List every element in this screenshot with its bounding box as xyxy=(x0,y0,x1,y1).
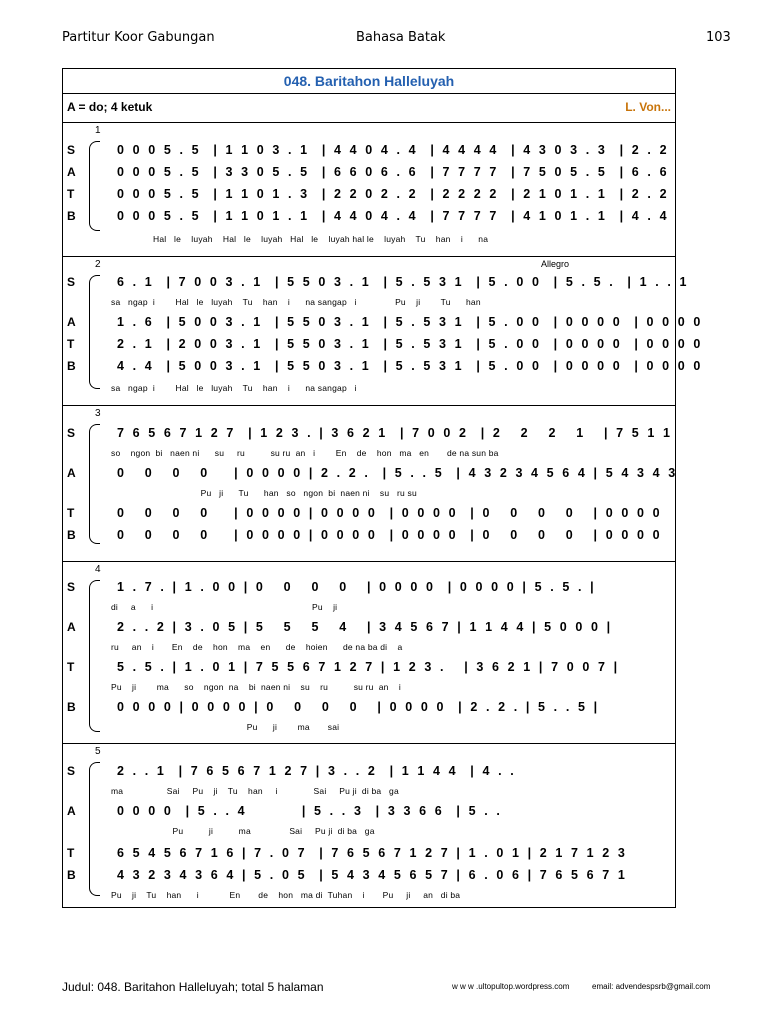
notation-soprano: 1 . 7 . | 1 . 0 0 | 0 0 0 0 | 0 0 0 0 | 0 0 0 0 | 5 . 5 . | xyxy=(117,580,597,594)
voice-label: T xyxy=(67,846,75,860)
header-center: Bahasa Batak xyxy=(356,30,446,45)
notation-soprano: 6 . 1 | 7 0 0 3 . 1 | 5 5 0 3 . 1 | 5 . 5 3 1 | 5 . 0 0 | 5 . 5 . | 1 . . 1 xyxy=(117,275,690,289)
notation-tenor: 0 0 0 0 | 0 0 0 0 | 0 0 0 0 | 0 0 0 0 | 0 0 0 0 | 0 0 0 0 xyxy=(117,506,663,520)
lyric-line: Hal le luyah Hal le luyah Hal le luyah hal le luyah Tu han i na xyxy=(153,234,489,244)
lyric-line: sa ngap i Hal le luyah Tu han i na sangap i Pu ji Tu han xyxy=(111,297,481,307)
notation-bass: 4 3 2 3 4 3 6 4 | 5 . 0 5 | 5 4 3 4 5 6 5 7 | 6 . 0 6 | 7 6 5 6 7 1 xyxy=(117,868,628,882)
lyric-line: di a i Pu ji xyxy=(111,602,338,612)
lyric-line: ma Sai Pu ji Tu han i Sai Pu ji di ba ga xyxy=(111,786,399,796)
voice-label: S xyxy=(67,426,76,440)
system-number: 2 xyxy=(95,259,101,270)
lyric-line: Pu ji Tu han so ngon bi naen ni su ru su xyxy=(111,488,417,498)
notation-soprano: 2 . . 1 | 7 6 5 6 7 1 2 7 | 3 . . 2 | 1 1 4 4 | 4 . . xyxy=(117,764,517,778)
notation-alto: 0 0 0 5 . 5 | 3 3 0 5 . 5 | 6 6 0 6 . 6 | 7 7 7 7 | 7 5 0 5 . 5 | 6 . 6 xyxy=(117,165,670,179)
voice-label: T xyxy=(67,660,75,674)
notation-bass: 0 0 0 5 . 5 | 1 1 0 1 . 1 | 4 4 0 4 . 4 | 7 7 7 7 | 4 1 0 1 . 1 | 4 . 4 xyxy=(117,209,670,223)
voice-label: T xyxy=(67,506,75,520)
key-signature: A = do; 4 ketuk xyxy=(67,100,153,114)
lyric-line: Pu ji ma so ngon na bi naen ni su ru su ru an i xyxy=(111,682,401,692)
notation-bass: 0 0 0 0 | 0 0 0 0 | 0 0 0 0 | 0 0 0 0 | 2 . 2 . | 5 . . 5 | xyxy=(117,700,600,714)
composer: L. Von... xyxy=(625,100,671,114)
voice-label: S xyxy=(67,143,76,157)
notation-alto: 0 0 0 0 | 5 . . 4 | 5 . . 3 | 3 3 6 6 | 5 . . xyxy=(117,804,503,818)
notation-tenor: 6 5 4 5 6 7 1 6 | 7 . 0 7 | 7 6 5 6 7 1 2 7 | 1 . 0 1 | 2 1 7 1 2 3 xyxy=(117,846,628,860)
voice-label: S xyxy=(67,580,76,594)
voice-label: A xyxy=(67,620,76,634)
footer-email: email: advendespsrb@gmail.com xyxy=(592,982,711,991)
system-number: 1 xyxy=(95,125,101,136)
lyric-line: Pu ji Tu han i En de hon ma di Tuhan i Pu ji an di ba xyxy=(111,890,461,900)
system-number: 4 xyxy=(95,564,101,575)
system-number: 5 xyxy=(95,746,101,757)
notation-alto: 0 0 0 0 | 0 0 0 0 | 2 . 2 . | 5 . . 5 | 4 3 2 3 4 5 6 4 | 5 4 3 4 3 xyxy=(117,466,678,480)
system-1 xyxy=(63,123,675,257)
voice-label: A xyxy=(67,466,76,480)
system-2 xyxy=(63,257,703,406)
score-frame xyxy=(62,68,703,908)
header-left: Partitur Koor Gabungan xyxy=(62,30,215,45)
voice-label: B xyxy=(67,209,76,223)
score-title: 048. Baritahon Halleluyah xyxy=(63,69,675,94)
footer-website: w w w .ultopultop.wordpress.com xyxy=(452,982,570,991)
key-row xyxy=(63,94,675,123)
system-3 xyxy=(63,406,678,562)
notation-tenor: 5 . 5 . | 1 . 0 1 | 7 5 5 6 7 1 2 7 | 1 2 3 . | 3 6 2 1 | 7 0 0 7 | xyxy=(117,660,620,674)
voice-label: B xyxy=(67,868,76,882)
voice-label: B xyxy=(67,359,76,373)
voice-label: S xyxy=(67,764,76,778)
tempo-marking: Allegro xyxy=(541,259,570,269)
notation-alto: 2 . . 2 | 3 . 0 5 | 5 5 5 4 | 3 4 5 6 7 | 1 1 4 4 | 5 0 0 0 | xyxy=(117,620,613,634)
system-5 xyxy=(63,744,675,906)
notation-bass: 0 0 0 0 | 0 0 0 0 | 0 0 0 0 | 0 0 0 0 | 0 0 0 0 | 0 0 0 0 xyxy=(117,528,663,542)
lyric-line: sa ngap i Hal le luyah Tu han i na sangap i xyxy=(111,383,357,393)
notation-tenor: 2 . 1 | 2 0 0 3 . 1 | 5 5 0 3 . 1 | 5 . 5 3 1 | 5 . 0 0 | 0 0 0 0 | 0 0 0 0 xyxy=(117,337,703,351)
notation-soprano: 7 6 5 6 7 1 2 7 | 1 2 3 . | 3 6 2 1 | 7 0 0 2 | 2 2 2 1 | 7 5 1 1 xyxy=(117,426,673,440)
voice-label: S xyxy=(67,275,76,289)
voice-label: B xyxy=(67,528,76,542)
page-number: 103 xyxy=(706,30,731,45)
lyric-line: Pu ji ma Sai Pu ji di ba ga xyxy=(111,826,375,836)
system-4 xyxy=(63,562,675,744)
notation-alto: 1 . 6 | 5 0 0 3 . 1 | 5 5 0 3 . 1 | 5 . 5 3 1 | 5 . 0 0 | 0 0 0 0 | 0 0 0 0 xyxy=(117,315,703,329)
voice-label: T xyxy=(67,187,75,201)
lyric-line: Pu ji ma sai xyxy=(111,722,340,732)
notation-soprano: 0 0 0 5 . 5 | 1 1 0 3 . 1 | 4 4 0 4 . 4 | 4 4 4 4 | 4 3 0 3 . 3 | 2 . 2 xyxy=(117,143,670,157)
notation-tenor: 0 0 0 5 . 5 | 1 1 0 1 . 3 | 2 2 0 2 . 2 | 2 2 2 2 | 2 1 0 1 . 1 | 2 . 2 xyxy=(117,187,670,201)
notation-bass: 4 . 4 | 5 0 0 3 . 1 | 5 5 0 3 . 1 | 5 . 5 3 1 | 5 . 0 0 | 0 0 0 0 | 0 0 0 0 xyxy=(117,359,703,373)
lyric-line: so ngon bi naen ni su ru su ru an i En de hon ma en de na sun ba xyxy=(111,448,499,458)
voice-label: A xyxy=(67,315,76,329)
system-number: 3 xyxy=(95,408,101,419)
voice-label: T xyxy=(67,337,75,351)
voice-label: A xyxy=(67,804,76,818)
voice-label: B xyxy=(67,700,76,714)
footer-title: Judul: 048. Baritahon Halleluyah; total 5 halaman xyxy=(62,980,324,994)
lyric-line: ru an i En de hon ma en de hoien de na ba di a xyxy=(111,642,403,652)
voice-label: A xyxy=(67,165,76,179)
